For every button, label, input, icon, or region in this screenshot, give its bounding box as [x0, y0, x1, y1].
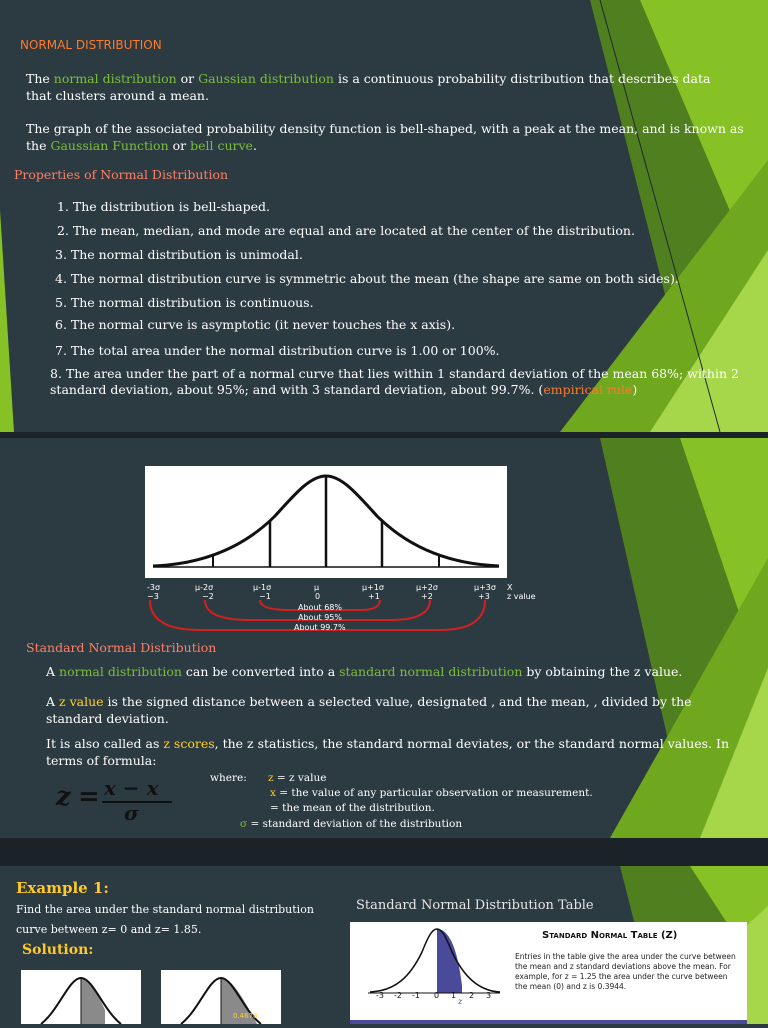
property-item: 4. The normal distribution curve is symmetric about the mean (the shape are same on both sides). [55, 271, 679, 286]
solution-curve-2 [161, 970, 281, 1024]
sigma-label: μ [314, 583, 320, 592]
property-item: 3. The normal distribution is unimodal. [55, 247, 303, 262]
bell-curve-svg [145, 466, 507, 578]
graph-paragraph: The graph of the associated probability density function is bell-shaped, with a peak at the mean, and is known as the Gaussian Function or bell curve. [26, 121, 744, 153]
z-score-paragraph: It is also called as z scores, the z statistics, the standard normal deviates, or the standard normal values. In terms of formula: [46, 736, 730, 768]
solution-label: Solution: [22, 942, 94, 958]
table-axis-label: 2 [469, 991, 475, 1000]
table-curve-svg [350, 922, 500, 1024]
property-item: 6. The normal curve is asymptotic (it never touches the x axis). [55, 317, 456, 332]
z-label: +3 [478, 592, 490, 601]
z-label: +2 [421, 592, 433, 601]
property-item: 1. The distribution is bell-shaped. [57, 199, 270, 214]
rule-label: About 95% [298, 613, 342, 622]
definition-sigma: σ = standard deviation of the distribution [240, 818, 463, 830]
z-label: −3 [147, 592, 159, 601]
table-title: Standard Normal Distribution Table [356, 898, 594, 913]
z-label: −1 [259, 592, 271, 601]
formula-equals: = [78, 782, 100, 812]
property-item: 5. The normal distribution is continuous. [55, 295, 314, 310]
conversion-paragraph: A normal distribution can be converted into a standard normal distribution by obtaining the z value. [46, 664, 683, 679]
bell-curve-chart [145, 466, 507, 578]
table-axis-label: 0 [434, 991, 440, 1000]
z-value-paragraph: A z value is the signed distance between a selected value, designated , and the mean, , divided by the standard deviation. [46, 694, 692, 726]
z-label: −2 [202, 592, 214, 601]
sigma-label: X [507, 583, 513, 592]
table-z-marker: z [458, 997, 463, 1006]
sigma-label: μ-1σ [253, 583, 272, 592]
rule-label: About 68% [298, 603, 342, 612]
definition-x: x = the value of any particular observation or measurement. [270, 787, 593, 799]
property-item: 2. The mean, median, and mode are equal and are located at the center of the distribution. [57, 223, 635, 238]
definition-z: z = z value [268, 772, 327, 784]
example-title: Example 1: [16, 879, 109, 897]
intro-paragraph: The normal distribution or Gaussian distribution is a continuous probability distribution that describes data that clusters around a mean. [26, 71, 711, 103]
sigma-label: μ+1σ [362, 583, 384, 592]
property-item-8: 8. The area under the part of a normal curve that lies within 1 standard deviation of the mean 68%; within 2 standard deviation, about 95%; and with 3 standard deviation, about 99.7%. (empirical rule) [50, 366, 739, 397]
z-label: 0 [315, 592, 321, 601]
sigma-label: -3σ [147, 583, 161, 592]
table-header-strip [350, 1020, 747, 1024]
example-text: Find the area under the standard normal distribution curve between z= 0 and z= 1.85. [16, 903, 314, 936]
sigma-label: μ-2σ [195, 583, 214, 592]
properties-title: Properties of Normal Distribution [14, 167, 229, 182]
formula-z: z [56, 782, 71, 812]
table-heading: Standard Normal Table (Z) [542, 930, 678, 941]
z-label: +1 [368, 592, 380, 601]
rule-label: About 99.7% [294, 623, 346, 632]
standard-normal-table [350, 922, 747, 1024]
where-label: where: [210, 772, 247, 784]
sigma-label: μ+2σ [416, 583, 438, 592]
sigma-label: μ+3σ [474, 583, 496, 592]
solution-curve-1 [21, 970, 141, 1024]
table-axis-label: -2 [394, 991, 402, 1000]
formula-denominator: σ [124, 801, 139, 825]
formula-numerator: x − x [104, 776, 159, 800]
property-item: 7. The total area under the normal distribution curve is 1.00 or 100%. [55, 343, 500, 358]
slide-normal-distribution [0, 0, 768, 432]
slide-heading: NORMAL DISTRIBUTION [20, 38, 162, 52]
z-label: z value [507, 592, 536, 601]
definition-mean: = the mean of the distribution. [270, 802, 435, 814]
solution-figure-1 [21, 970, 141, 1024]
table-description: Entries in the table give the area under the curve between the mean and z standard deviations above the mean. For example, for z = 1.25 the area under the curve between the mean (0) and z is 0.3944. [515, 952, 736, 991]
table-axis-label: -3 [376, 991, 384, 1000]
slide-divider [0, 838, 768, 866]
table-axis-label: 3 [486, 991, 492, 1000]
standard-normal-title: Standard Normal Distribution [26, 640, 217, 655]
table-axis-label: -1 [412, 991, 420, 1000]
table-axis-label: 1 [451, 991, 457, 1000]
area-value-label: 0.4678 [233, 1012, 258, 1020]
solution-figure-2 [161, 970, 281, 1024]
